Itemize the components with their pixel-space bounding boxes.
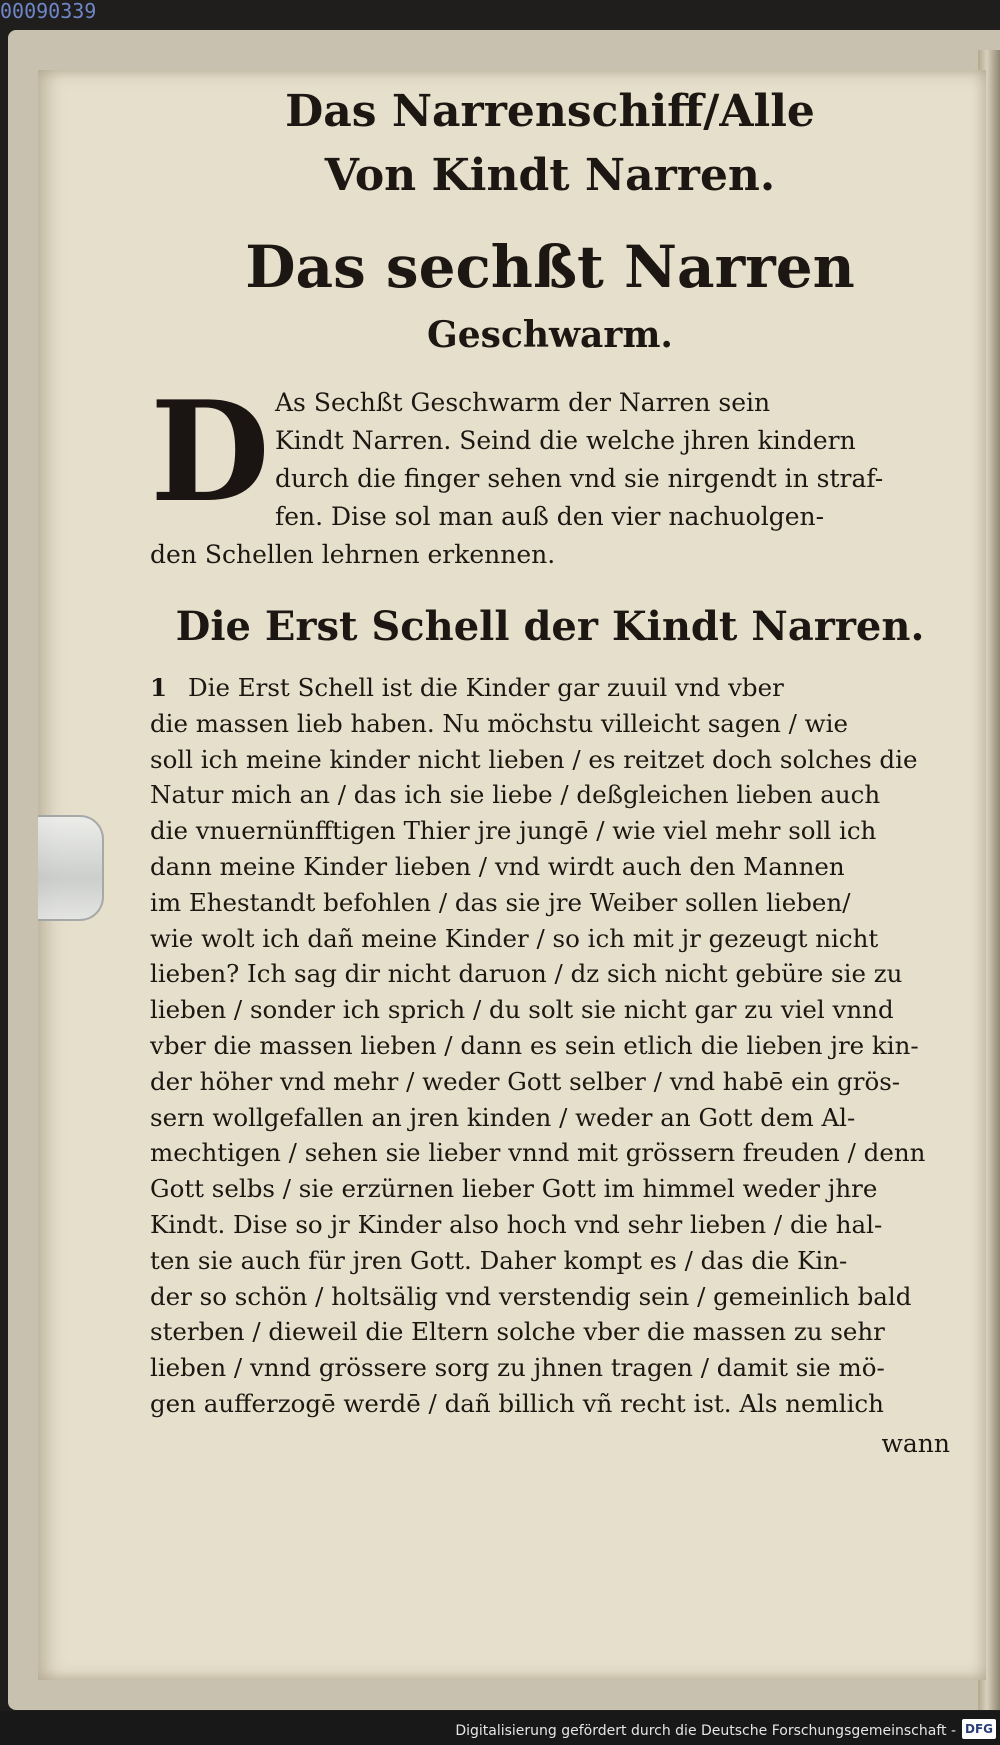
body-line xyxy=(150,956,950,992)
running-header-line1: Das Narrenschiff/Alle xyxy=(285,86,815,137)
chapter-subtitle: Geschwarm. xyxy=(427,314,673,356)
body-line-text: gen aufferzogē werdē / dañ billich vñ recht ist. Als nemlich xyxy=(150,1388,884,1418)
body-line-text: mechtigen / sehen sie lieber vnnd mit grössern freuden / denn xyxy=(150,1138,926,1168)
section-number: 1 xyxy=(150,673,168,702)
body-line-text: Die Erst Schell ist die Kinder gar zuuil vnd vber xyxy=(188,673,784,702)
intro-paragraph xyxy=(150,370,950,574)
running-header-line2: Von Kindt Narren. xyxy=(324,150,776,201)
body-line-text: lieben / sonder ich sprich / du solt sie nicht gar zu viel vnnd xyxy=(150,995,894,1025)
body-line-text: der so schön / holtsälig vnd verstendig sein / gemeinlich bald xyxy=(150,1281,912,1311)
body-line xyxy=(150,1207,950,1243)
body-line-text: ten sie auch für jren Gott. Daher kompt es / das die Kin- xyxy=(150,1245,848,1275)
body-line xyxy=(150,921,950,957)
page-clip xyxy=(38,815,104,921)
body-line xyxy=(150,1064,950,1100)
body-line xyxy=(150,1386,950,1422)
body-line xyxy=(150,1279,950,1315)
body-line-text: Gott selbs / sie erzürnen lieber Gott im himmel weder jhre xyxy=(150,1174,878,1204)
body-line-text: die massen lieb haben. Nu möchstu villeicht sagen / wie xyxy=(150,708,848,738)
body-line xyxy=(150,1350,950,1386)
body-line-text: lieben? Ich sag dir nicht daruon / dz sich nicht gebüre sie zu xyxy=(150,959,903,989)
body-line xyxy=(150,1314,950,1350)
body-line xyxy=(150,1100,950,1136)
body-line-text: Natur mich an / das ich sie liebe / deßgleichen lieben auch xyxy=(150,780,881,810)
body-line-text: Kindt. Dise so jr Kinder also hoch vnd sehr lieben / die hal- xyxy=(150,1209,883,1239)
footer-credit: Digitalisierung gefördert durch die Deutsche Forschungsgemeinschaft - xyxy=(455,1723,956,1739)
body-line-text: vber die massen lieben / dann es sein etlich die lieben jre kin- xyxy=(150,1030,919,1060)
dfg-logo: DFG xyxy=(962,1719,996,1739)
body-line-text: der höher vnd mehr / weder Gott selber / vnd habē ein grös- xyxy=(150,1066,901,1096)
body-line-text: sterben / dieweil die Eltern solche vber die massen zu sehr xyxy=(150,1317,885,1347)
body-line-text: die vnuernünfftigen Thier jre jungē / wie viel mehr soll ich xyxy=(150,816,877,846)
body-line xyxy=(150,992,950,1028)
section-title: Die Erst Schell der Kindt Narren. xyxy=(175,603,925,650)
page-content xyxy=(150,80,950,1464)
intro-line: As Sechßt Geschwarm der Narren sein xyxy=(275,388,771,417)
intro-line: Kindt Narren. Seind die welche jhren kindern xyxy=(275,426,856,455)
chapter-title: Das sechßt Narren xyxy=(245,233,855,301)
body-line-text: sern wollgefallen an jren kinden / weder an Gott dem Al- xyxy=(150,1102,856,1132)
dropcap-initial: D xyxy=(150,370,270,533)
body-line-text: im Ehestandt befohlen / das sie jre Weiber sollen lieben/ xyxy=(150,887,851,917)
body-line-text: dann meine Kinder lieben / vnd wirdt auch den Mannen xyxy=(150,851,845,881)
body-line xyxy=(150,777,950,813)
body-line xyxy=(150,1135,950,1171)
body-line xyxy=(150,742,950,778)
body-line xyxy=(150,1243,950,1279)
intro-line: durch die finger sehen vnd sie nirgendt in straf- xyxy=(275,464,884,493)
body-line-text: lieben / vnnd grössere sorg zu jhnen tragen / damit sie mö- xyxy=(150,1353,885,1383)
scan-id: 00090339 xyxy=(0,0,97,22)
body-line xyxy=(150,1171,950,1207)
intro-line: fen. Dise sol man auß den vier nachuolgen- xyxy=(275,502,825,531)
body-line xyxy=(150,706,950,742)
body-line-text: soll ich meine kinder nicht lieben / es reitzet doch solches die xyxy=(150,744,918,774)
body-line xyxy=(150,813,950,849)
body-text xyxy=(150,670,950,1422)
body-line xyxy=(150,849,950,885)
body-line-text: wie wolt ich dañ meine Kinder / so ich mit jr gezeugt nicht xyxy=(150,923,879,953)
intro-line: den Schellen lehrnen erkennen. xyxy=(150,540,556,569)
catchword: wann xyxy=(881,1428,950,1458)
body-line xyxy=(150,1028,950,1064)
body-line xyxy=(150,670,950,706)
body-line xyxy=(150,885,950,921)
